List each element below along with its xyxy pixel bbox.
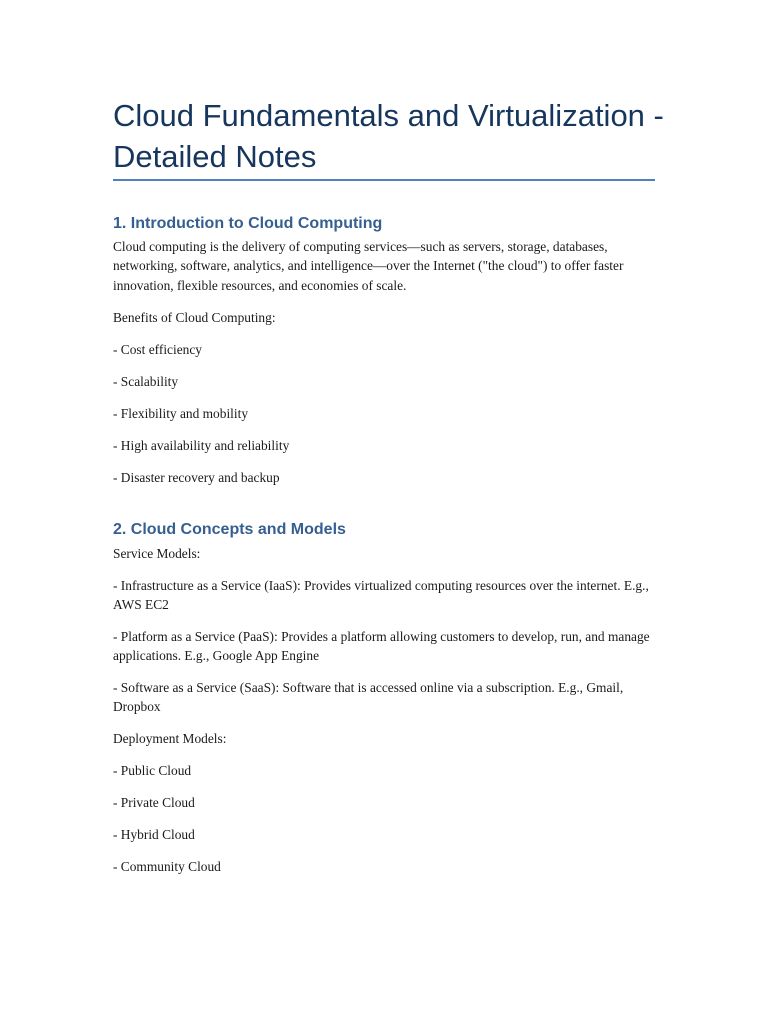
title-underline	[113, 179, 655, 181]
list-item-benefit: - Flexibility and mobility	[113, 406, 249, 421]
document-title: Cloud Fundamentals and Virtualization - Detailed Notes	[113, 98, 664, 174]
paragraph-deployment-models-label: Deployment Models:	[113, 731, 227, 746]
list-item-service-model-iaas: - Infrastructure as a Service (IaaS): Provides virtualized computing resources over the internet. E.g., AWS EC2	[113, 578, 649, 613]
list-item-deployment-model: - Hybrid Cloud	[113, 827, 195, 842]
list-item-service-model-paas: - Platform as a Service (PaaS): Provides a platform allowing customers to develop, run, and manage applications. E.g., Google App Engine	[113, 629, 650, 664]
paragraph-benefits-label: Benefits of Cloud Computing:	[113, 310, 276, 325]
section-heading-introduction: 1. Introduction to Cloud Computing	[113, 215, 383, 232]
paragraph-cloud-definition: Cloud computing is the delivery of computing services—such as servers, storage, databases, networking, software, analytics, and intelligence—over the Internet ("the cloud") to offer faster innovation, flexible resources, and economies of scale.	[113, 239, 624, 293]
list-item-deployment-model: - Private Cloud	[113, 795, 195, 810]
list-item-benefit: - High availability and reliability	[113, 438, 290, 453]
list-item-deployment-model: - Community Cloud	[113, 859, 221, 874]
list-item-service-model-saas: - Software as a Service (SaaS): Software that is accessed online via a subscription. E.g., Gmail, Dropbox	[113, 680, 624, 715]
paragraph-service-models-label: Service Models:	[113, 546, 201, 561]
list-item-benefit: - Disaster recovery and backup	[113, 470, 280, 485]
list-item-deployment-model: - Public Cloud	[113, 763, 192, 778]
section-heading-concepts-models: 2. Cloud Concepts and Models	[113, 521, 346, 538]
list-item-benefit: - Scalability	[113, 374, 179, 389]
list-item-benefit: - Cost efficiency	[113, 342, 202, 357]
